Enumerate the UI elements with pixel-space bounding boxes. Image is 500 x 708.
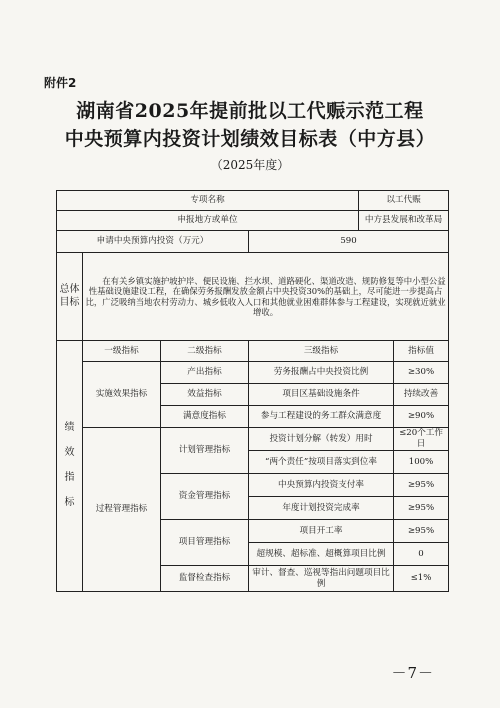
- value-cell: ≤1%: [394, 566, 449, 592]
- value-cell: ≥95%: [394, 520, 449, 543]
- table-row: [57, 428, 449, 451]
- value-cell: ≤20个工作日: [394, 428, 449, 451]
- amount-row: [57, 231, 449, 253]
- goal-text: 在有关乡镇实施护坡护岸、便民设施、拦水坝、道路硬化、渠道改造、规防修复等中小型公益性基础设施建设工程，在确保劳务报酬发放金额占中央投资30%的基础上，尽可能进一步提高占比，广泛吸纳当地农村劳动力、城乡低收入人口和其他就业困难群体参与工程建设，实现就近就业增收。: [83, 253, 449, 341]
- unit-value: 中方县发展和改革局: [359, 211, 449, 231]
- level2-cell: 满意度指标: [161, 406, 249, 428]
- level3-cell: 参与工程建设的务工群众满意度: [249, 406, 394, 428]
- amount-value: 590: [249, 231, 449, 253]
- level3-cell: 劳务报酬占中央投资比例: [249, 362, 394, 384]
- level2-cell: 产出指标: [161, 362, 249, 384]
- document-title-line2: 中央预算内投资计划绩效目标表（中方县）: [64, 128, 436, 150]
- level2-project: 项目管理指标: [161, 520, 249, 566]
- value-cell: ≥95%: [394, 474, 449, 497]
- level3-cell: 审计、督查、巡视等指出问题项目比例: [249, 566, 394, 592]
- level3-cell: “两个责任”按项目落实到位率: [249, 451, 394, 474]
- level3-cell: 中央预算内投资支付率: [249, 474, 394, 497]
- indicator-header-row: [57, 341, 449, 362]
- value-cell: ≥90%: [394, 406, 449, 428]
- value-cell: ≥95%: [394, 497, 449, 520]
- level3-cell: 投资计划分解（转发）用时: [249, 428, 394, 451]
- level2-supervision: 监督检查指标: [161, 566, 249, 592]
- attachment-label: 附件2: [44, 76, 77, 90]
- level2-fund: 资金管理指标: [161, 474, 249, 520]
- document-title-line1: 湖南省2025年提前批以工代赈示范工程: [76, 100, 424, 122]
- page-number: －7－: [391, 664, 434, 682]
- value-cell: 0: [394, 543, 449, 566]
- table-row: [57, 362, 449, 384]
- header-level2: 二级指标: [161, 341, 249, 362]
- project-value: 以工代赈: [359, 191, 449, 211]
- level1-process: 过程管理指标: [83, 428, 161, 592]
- goal-row: [57, 253, 449, 341]
- level1-effect: 实施效果指标: [83, 362, 161, 428]
- header-level1: 一级指标: [83, 341, 161, 362]
- project-label: 专项名称: [57, 191, 359, 211]
- level3-cell: 超规模、超标准、超概算项目比例: [249, 543, 394, 566]
- document-year: （2025年度）: [210, 158, 290, 172]
- performance-label: 绩 效 指 标: [57, 341, 83, 592]
- header-level3: 三级指标: [249, 341, 394, 362]
- performance-target-table: [56, 190, 449, 592]
- goal-label: 总体 目标: [57, 253, 83, 341]
- level2-cell: 效益指标: [161, 384, 249, 406]
- header-value: 指标值: [394, 341, 449, 362]
- value-cell: 100%: [394, 451, 449, 474]
- level2-plan: 计划管理指标: [161, 428, 249, 474]
- value-cell: ≥30%: [394, 362, 449, 384]
- level3-cell: 项目开工率: [249, 520, 394, 543]
- unit-row: [57, 211, 449, 231]
- project-row: [57, 191, 449, 211]
- level3-cell: 年度计划投资完成率: [249, 497, 394, 520]
- amount-label: 申请中央预算内投资（万元）: [57, 231, 249, 253]
- value-cell: 持续改善: [394, 384, 449, 406]
- unit-label: 申报地方或单位: [57, 211, 359, 231]
- level3-cell: 项目区基础设施条件: [249, 384, 394, 406]
